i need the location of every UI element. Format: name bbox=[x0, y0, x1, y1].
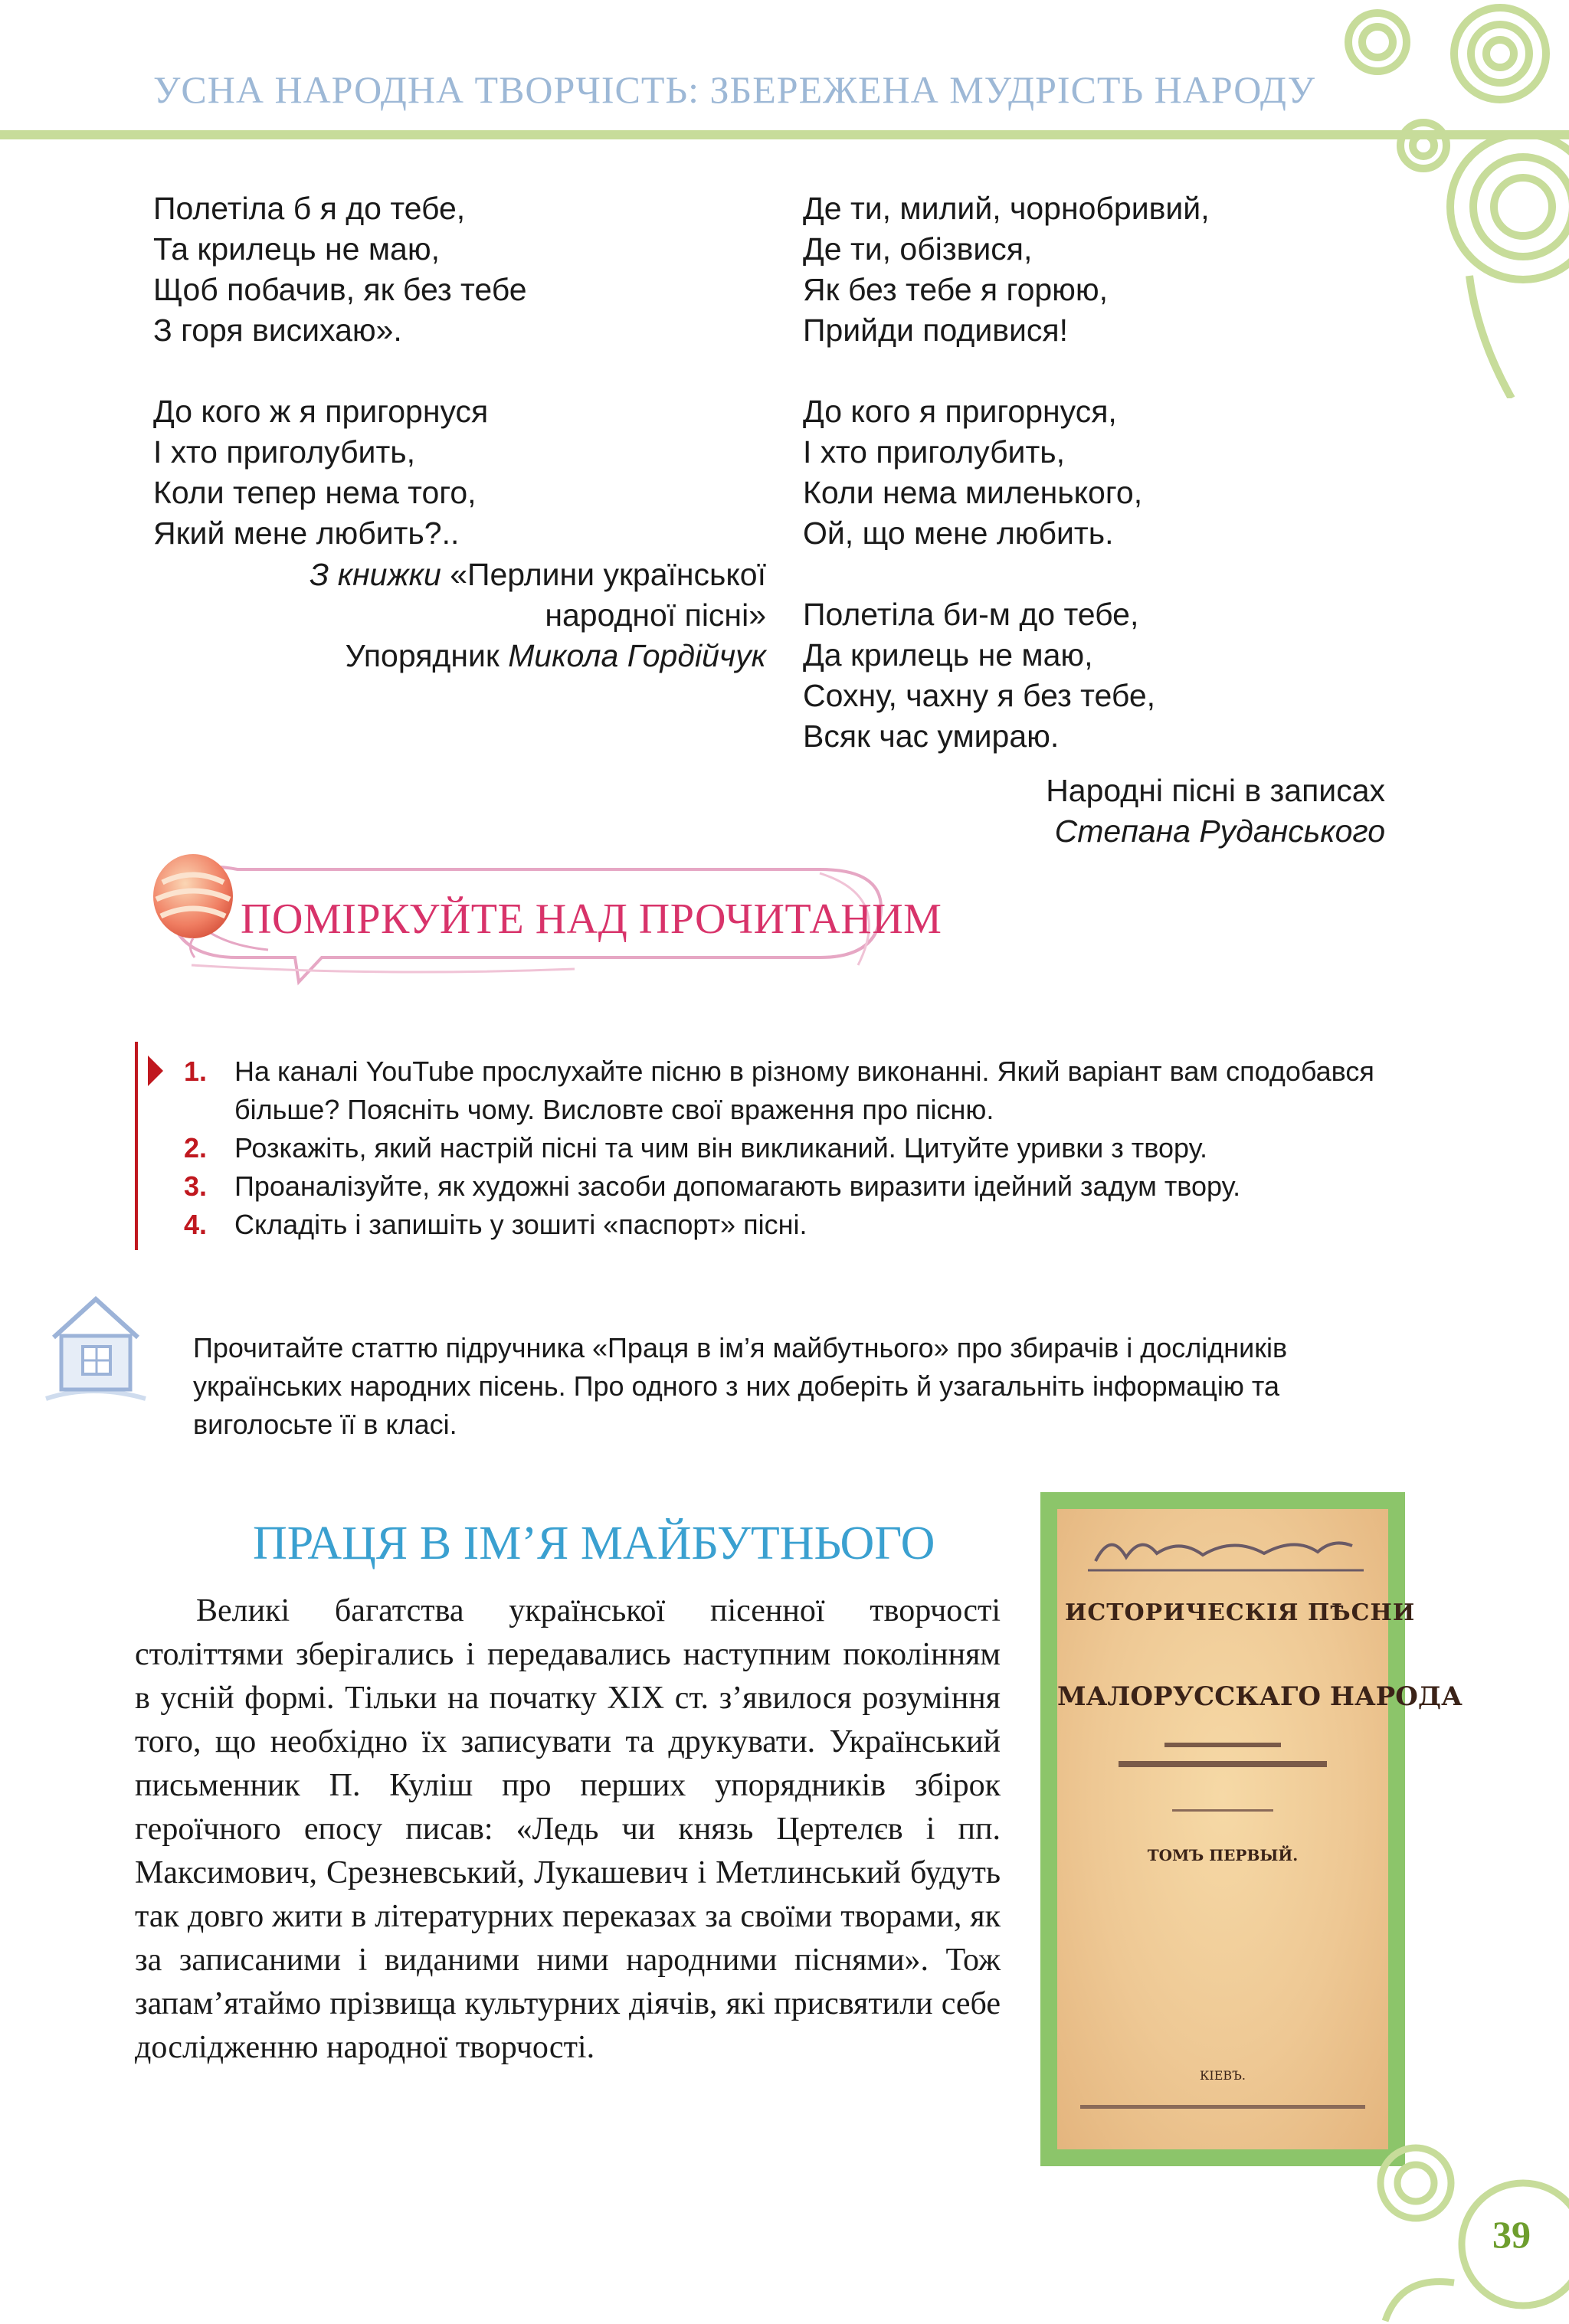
source-line-1: Народні пісні в записах bbox=[1046, 773, 1385, 808]
book-title-line2: МАЛОРУССКАГО НАРОДА bbox=[1057, 1681, 1463, 1712]
book-subtitle-lines bbox=[1119, 1735, 1327, 1781]
question-number: 2. bbox=[184, 1132, 208, 1164]
stanza bbox=[803, 594, 1210, 757]
source-line-1 bbox=[230, 555, 766, 595]
source-line-3 bbox=[230, 636, 766, 676]
poem-line: До кого я пригорнуся, bbox=[803, 394, 1117, 429]
poem-line: Та крилець не маю, bbox=[153, 231, 440, 267]
stanza bbox=[153, 188, 527, 351]
question-number: 1. bbox=[184, 1056, 208, 1087]
book-city: КІЕВЪ. bbox=[1200, 2068, 1246, 2083]
editor-label: Упорядник bbox=[345, 638, 500, 673]
home-task-text: Прочитайте статтю підручника «Праця в ім’я майбутнього» про збирачів і дослідників українських народних пісень. Про одного з них доберіть й узагальніть інформацію та виголосьте її в класі. bbox=[193, 1332, 1288, 1440]
collector-name: Степана Руданського bbox=[1054, 813, 1385, 849]
source-book: «Перлини української bbox=[450, 557, 766, 592]
home-task-icon bbox=[38, 1284, 153, 1406]
poem-line: Де ти, милий, чорнобривий, bbox=[803, 191, 1210, 226]
question-item bbox=[184, 1206, 1425, 1244]
poem-line: Сохну, чахну я без тебе, bbox=[803, 678, 1156, 713]
poem-left-source bbox=[230, 555, 766, 676]
question-item bbox=[184, 1129, 1425, 1167]
poem-line: Ой, що мене любить. bbox=[803, 516, 1114, 551]
poem-line: Коли нема миленького, bbox=[803, 475, 1143, 510]
poem-left bbox=[153, 188, 527, 554]
running-header: УСНА НАРОДНА ТВОРЧІСТЬ: ЗБЕРЕЖЕНА МУДРІСТЬ НАРОДУ bbox=[153, 68, 1316, 111]
poem-line: Полетіла б я до тебе, bbox=[153, 191, 466, 226]
poem-line: Всяк час умираю. bbox=[803, 718, 1060, 754]
question-list bbox=[184, 1052, 1425, 1244]
book-cover-image bbox=[1057, 1509, 1463, 2149]
section-title: ПРАЦЯ В ІМ’Я МАЙБУТНЬОГО bbox=[253, 1517, 935, 1570]
print-line bbox=[1164, 1743, 1281, 1747]
think-banner-title: ПОМІРКУЙТЕ НАД ПРОЧИТАНИМ bbox=[241, 895, 942, 943]
poem-line: Який мене любить?.. bbox=[153, 516, 460, 551]
poem-line: Де ти, обізвися, bbox=[803, 231, 1033, 267]
poem-line: До кого ж я пригорнуся bbox=[153, 394, 489, 429]
question-text: Розкажіть, який настрій пісні та чим він викликаний. Цитуйте уривки з твору. bbox=[234, 1132, 1208, 1164]
question-item bbox=[184, 1167, 1425, 1206]
question-number: 3. bbox=[184, 1170, 208, 1202]
question-number: 4. bbox=[184, 1209, 208, 1240]
book-divider bbox=[1172, 1809, 1273, 1812]
article-paragraph: Великі багатства української пісенної творчості століттями зберігались і передавались наступним поколінням в усній формі. Тільки на початку XIX ст. з’явилося розуміння того, що необхідно їх записувати та друкувати. Український письменник П. Куліш про перших упорядників збірок героїчного епосу писав: «Ледь чи князь Цертелєв і пп. Максимович, Срезневський, Лукашевич і Метлинський будуть так довго жити в літературних переказах за своїми творами, як за записаними і виданими ними народними піснями». Тож запам’ятаймо прізвища культурних діячів, які присвятили себе дослідженню народної творчості. bbox=[135, 1593, 1001, 2065]
source-line-2: народної пісні» bbox=[545, 597, 766, 633]
poem-line: З горя висихаю». bbox=[153, 313, 402, 348]
stanza bbox=[803, 188, 1210, 351]
question-text: Складіть і запишіть у зошиті «паспорт» пісні. bbox=[234, 1209, 807, 1240]
poem-line: Щоб побачив, як без тебе bbox=[153, 272, 527, 307]
question-bar bbox=[135, 1042, 138, 1250]
source-line-2 bbox=[843, 811, 1385, 852]
poem-line: Прийди подивися! bbox=[803, 313, 1068, 348]
poem-line: Як без тебе я горюю, bbox=[803, 272, 1109, 307]
stanza bbox=[153, 391, 527, 554]
question-item bbox=[184, 1052, 1425, 1129]
poem-line: Коли тепер нема того, bbox=[153, 475, 477, 510]
poem-line: Да крилець не маю, bbox=[803, 637, 1093, 673]
swirl-ornament-top bbox=[1247, 0, 1569, 398]
poem-right-source bbox=[843, 771, 1385, 852]
print-line bbox=[1119, 1761, 1327, 1767]
book-imprint-line bbox=[1080, 2105, 1365, 2109]
question-text: На каналі YouTube прослухайте пісню в різному виконанні. Який варіант вам сподобався більше? Поясніть чому. Висловте свої враження про пісню. bbox=[234, 1056, 1374, 1125]
book-volume: ТОМЪ ПЕРВЫЙ. bbox=[1147, 1846, 1299, 1864]
source-prefix: З книжки bbox=[310, 557, 441, 592]
handwritten-signature-mark bbox=[1088, 1523, 1364, 1576]
question-arrow-icon bbox=[148, 1056, 163, 1086]
stanza bbox=[803, 391, 1210, 554]
poem-line: Полетіла би-м до тебе, bbox=[803, 597, 1139, 632]
poem-line: І хто приголубить, bbox=[153, 434, 415, 470]
poem-right bbox=[803, 188, 1210, 757]
poem-line: І хто приголубить, bbox=[803, 434, 1065, 470]
editor-name: Микола Гордійчук bbox=[508, 638, 766, 673]
article-body bbox=[135, 1589, 1001, 2070]
book-title-line1: ИСТОРИЧЕСКІЯ ПѢСНИ bbox=[1065, 1599, 1416, 1626]
question-text: Проаналізуйте, як художні засоби допомагають виразити ідейний задум твору. bbox=[234, 1170, 1241, 1202]
balloon-icon bbox=[147, 852, 239, 959]
page-number: 39 bbox=[1492, 2213, 1531, 2256]
